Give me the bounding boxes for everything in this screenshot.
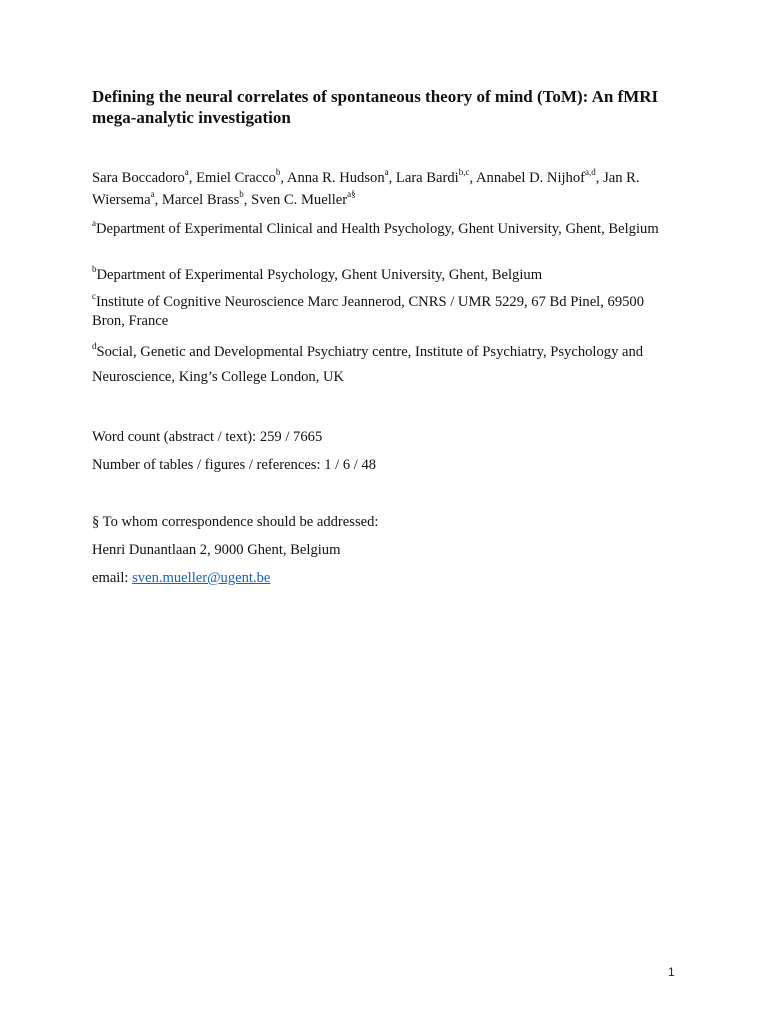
correspondence-address: Henri Dunantlaan 2, 9000 Ghent, Belgium — [92, 542, 341, 558]
author-name: Annabel D. Nijhof — [475, 170, 586, 186]
affiliation-text: Social, Genetic and Developmental Psychiatry centre, Institute of Psychiatry, Psychology and Neuroscience, King’s College London, UK — [92, 344, 644, 385]
author-name: Sven C. Mueller — [251, 192, 348, 208]
affiliation-d — [92, 340, 672, 390]
affiliation-mark: a — [92, 218, 96, 229]
author-affiliation-mark: a — [150, 189, 155, 200]
affiliation-a — [92, 220, 672, 239]
affiliation-mark: d — [92, 341, 97, 352]
affiliation-text: Department of Experimental Clinical and Health Psychology, Ghent University, Ghent, Belgium — [96, 221, 659, 237]
author-affiliation-mark: a — [384, 167, 389, 178]
author-affiliation-mark: b — [275, 167, 281, 178]
author-list: Sara Boccadoro$^a$, Emiel Cracco$^b$, Anna R. Hudson$^a$, Lara Bardi$^{b,c}$, Annabel D. Nijhof$^{a,d}$, Jan R. Wiersema$^a$, Marcel Brass$^b$, Sven C. Mueller$^{a\S}$ — [92, 167, 640, 208]
affiliation-b — [92, 266, 672, 285]
author-name: Lara Bardi — [395, 170, 459, 186]
author-name: Anna R. Hudson — [286, 170, 385, 186]
affiliation-text: Department of Experimental Psychology, Ghent University, Ghent, Belgium — [96, 267, 543, 283]
correspondence-note: § To whom correspondence should be addressed: — [92, 514, 379, 530]
page-number: 1 — [668, 965, 675, 979]
affiliation-mark: b — [92, 264, 97, 275]
correspondence-email-line — [92, 569, 672, 588]
affiliation-c — [92, 293, 672, 331]
author-affiliation-mark: a,d — [585, 167, 596, 178]
tables-figures-references-count: Number of tables / figures / references: 1 / 6 / 48 — [92, 457, 377, 473]
affiliation-text: Institute of Cognitive Neuroscience Marc Jeannerod, CNRS / UMR 5229, 67 Bd Pinel, 69500 Bron, France — [92, 294, 645, 329]
author-affiliation-mark: b,c — [458, 167, 470, 178]
author-name: Jan R. Wiersema — [92, 170, 640, 208]
author-affiliation-mark: a§ — [347, 189, 356, 200]
paper-title: Defining the neural correlates of spontaneous theory of mind (ToM): An fMRI mega-analytic investigation — [92, 87, 659, 127]
author-affiliation-mark: a — [184, 167, 189, 178]
affiliation-mark: c — [92, 291, 96, 302]
author-name: Marcel Brass — [161, 192, 240, 208]
email-link[interactable]: sven.mueller@ugent.be — [132, 570, 271, 586]
email-label: email: — [92, 570, 133, 586]
word-count: Word count (abstract / text): 259 / 7665 — [92, 429, 323, 445]
author-name: Sara Boccadoro — [92, 170, 185, 186]
author-affiliation-mark: b — [239, 189, 244, 200]
author-name: Emiel Cracco — [196, 170, 276, 186]
